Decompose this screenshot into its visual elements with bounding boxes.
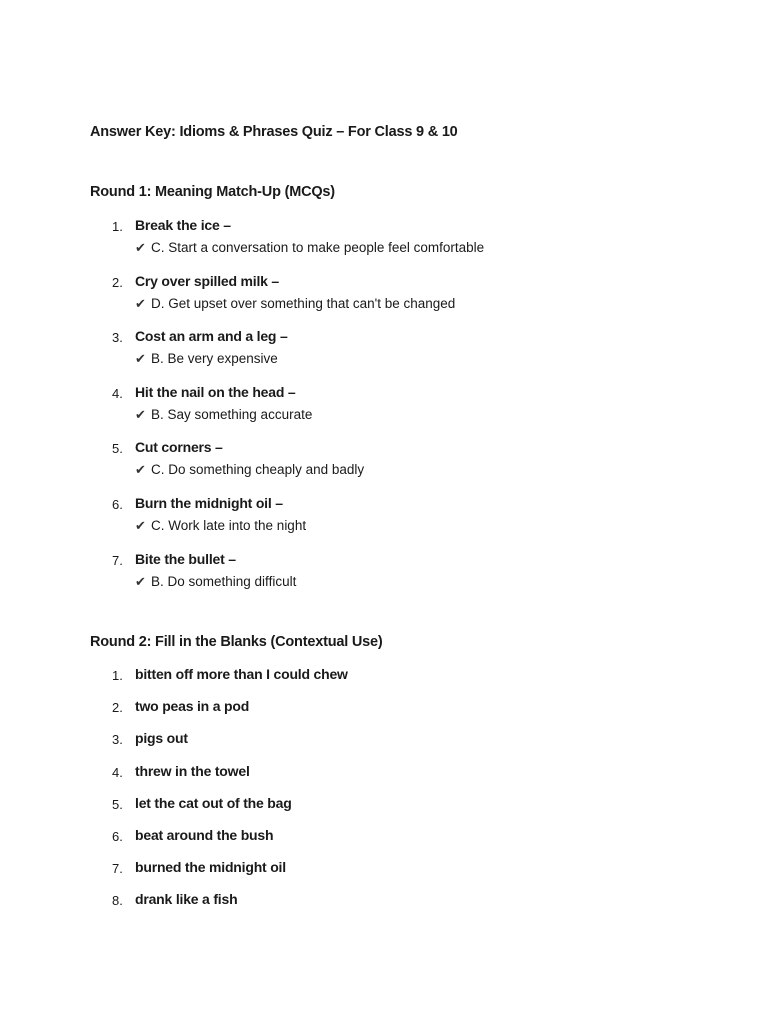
item-number: 7. bbox=[112, 861, 123, 877]
round2-list bbox=[0, 666, 768, 924]
list-item bbox=[0, 859, 768, 891]
answer-text: bitten off more than I could chew bbox=[135, 666, 348, 682]
answer-text: C. Do something cheaply and badly bbox=[151, 462, 365, 478]
list-item bbox=[0, 698, 768, 730]
check-mark-icon: ✔ bbox=[135, 406, 146, 422]
list-item bbox=[0, 495, 768, 551]
answer-line bbox=[135, 518, 306, 534]
check-mark-icon: ✔ bbox=[135, 351, 146, 367]
check-mark-icon: ✔ bbox=[135, 573, 146, 589]
item-number: 7. bbox=[112, 552, 123, 568]
check-mark-icon: ✔ bbox=[135, 295, 146, 311]
item-number: 6. bbox=[112, 496, 123, 512]
answer-line bbox=[135, 407, 312, 423]
answer-text: threw in the towel bbox=[135, 762, 250, 779]
round1-list bbox=[0, 217, 768, 606]
list-item bbox=[0, 795, 768, 827]
answer-line bbox=[135, 240, 484, 256]
list-item bbox=[0, 439, 768, 495]
answer-line bbox=[135, 351, 278, 367]
list-item bbox=[0, 328, 768, 384]
list-item bbox=[0, 730, 768, 762]
answer-line bbox=[135, 462, 364, 478]
answer-text: drank like a fish bbox=[135, 891, 238, 908]
answer-text: B. Say something accurate bbox=[151, 406, 313, 422]
answer-text: two peas in a pod bbox=[135, 698, 250, 715]
document-title: Answer Key: Idioms & Phrases Quiz – For Class 9 & 10 bbox=[90, 124, 458, 140]
item-number: 4. bbox=[112, 764, 123, 780]
item-number: 2. bbox=[112, 700, 123, 716]
idiom-text: Burn the midnight oil – bbox=[135, 494, 283, 511]
item-number: 1. bbox=[112, 668, 123, 683]
answer-line bbox=[135, 574, 296, 590]
round2-heading: Round 2: Fill in the Blanks (Contextual Use) bbox=[90, 634, 383, 650]
item-number: 8. bbox=[112, 893, 123, 909]
item-number: 2. bbox=[112, 274, 123, 290]
list-item bbox=[0, 666, 768, 698]
answer-line bbox=[135, 296, 455, 312]
list-item bbox=[0, 551, 768, 607]
item-number: 5. bbox=[112, 796, 123, 812]
idiom-text: Hit the nail on the head – bbox=[135, 383, 296, 400]
check-mark-icon: ✔ bbox=[135, 462, 146, 478]
answer-text: D. Get upset over something that can't be changed bbox=[151, 295, 456, 311]
list-item bbox=[0, 384, 768, 440]
answer-text: C. Work late into the night bbox=[151, 517, 307, 533]
list-item bbox=[0, 827, 768, 859]
idiom-text: Break the ice – bbox=[135, 217, 231, 233]
answer-text: B. Do something difficult bbox=[151, 573, 297, 589]
item-number: 1. bbox=[112, 219, 123, 234]
answer-text: C. Start a conversation to make people feel comfortable bbox=[151, 240, 485, 255]
item-number: 3. bbox=[112, 330, 123, 346]
item-number: 3. bbox=[112, 732, 123, 748]
idiom-text: Cut corners – bbox=[135, 439, 223, 456]
round1-heading: Round 1: Meaning Match-Up (MCQs) bbox=[90, 184, 335, 200]
idiom-text: Cost an arm and a leg – bbox=[135, 328, 288, 345]
list-item bbox=[0, 217, 768, 273]
answer-text: beat around the bush bbox=[135, 826, 274, 843]
idiom-text: Bite the bullet – bbox=[135, 550, 236, 567]
answer-text: let the cat out of the bag bbox=[135, 794, 292, 811]
item-number: 5. bbox=[112, 441, 123, 457]
check-mark-icon: ✔ bbox=[135, 240, 146, 255]
list-item bbox=[0, 763, 768, 795]
answer-text: burned the midnight oil bbox=[135, 859, 286, 876]
check-mark-icon: ✔ bbox=[135, 517, 146, 533]
answer-text: pigs out bbox=[135, 730, 188, 747]
list-item bbox=[0, 273, 768, 329]
idiom-text: Cry over spilled milk – bbox=[135, 272, 280, 289]
list-item bbox=[0, 891, 768, 923]
answer-text: B. Be very expensive bbox=[151, 351, 278, 367]
item-number: 4. bbox=[112, 385, 123, 401]
item-number: 6. bbox=[112, 828, 123, 844]
